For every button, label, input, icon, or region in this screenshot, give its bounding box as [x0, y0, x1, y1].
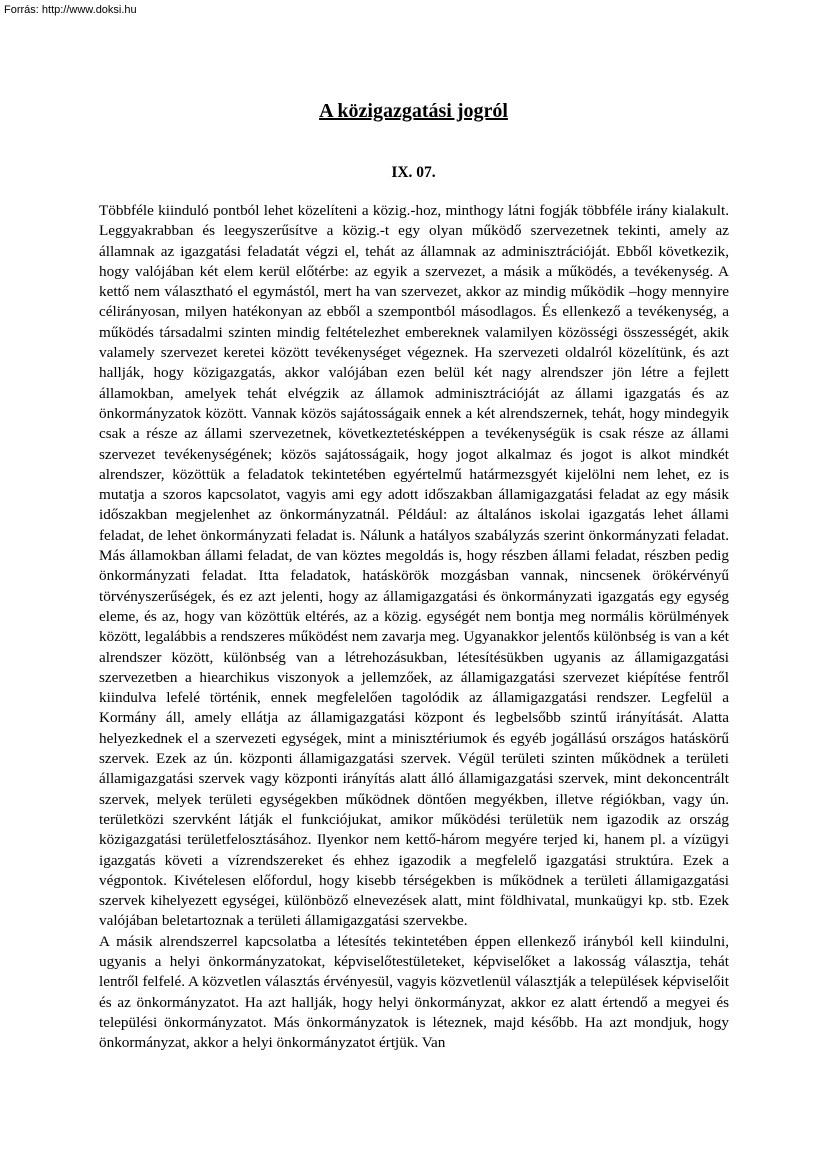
- lecture-date: IX. 07.: [391, 164, 436, 181]
- paragraph: A másik alrendszerrel kapcsolatba a létesítés tekintetében éppen ellenkező irányból kell kiindulni, ugyanis a helyi önkormányzatokat, képviselőtestületeket, képviselőket a lakosság választja, tehát lentről felfelé. A közvetlen választás érvényesül, vagyis közvetlenül választják a települések képviselőit és az önkormányzatot. Ha azt hallják, hogy helyi önkormányzat, akkor ez alatt értendő a megyei és települési önkormányzatot. Más önkormányzatok is léteznek, majd később. Ha azt mondjuk, hogy önkormányzat, akkor a helyi önkormányzatot értjük. Van: [99, 932, 729, 1052]
- source-url: Forrás: http://www.doksi.hu: [4, 4, 137, 16]
- paragraph: Többféle kiinduló pontból lehet közelíteni a közig.-hoz, minthogy látni fogják többféle irány kialakult. Leggyakrabban és leegyszerűsítve a közig.-t egy olyan működő szervezetnek tekinti, amely az államnak az igazgatási feladatát végzi el, tehát az államnak az adminisztrációját. Ebből következik, hogy valójában két elem kerül előtérbe: az egyik a szervezet, a másik a működés, a tevékenység. A kettő nem választható el egymástól, mert ha van szervezet, akkor az mindig működik –hogy mennyire célirányosan, milyen hatékonyan az ebből a szempontból másodlagos. És ellenkező a tevékenység, a működés társadalmi szinten mindig feltételezhet embereknek valamilyen közösségi összességét, akik valamely szervezet keretei között tevékenységet végeznek. Ha szervezeti oldalról közelítünk, és azt hallják, hogy közigazgatás, akkor valójában ezen belül két nagy alrendszer jön létre a fejlett államokban, amelyek tehát elvégzik az államok adminisztrációját az állami igazgatás és az önkormányzatok között. Vannak közös sajátosságaik ennek a két alrendszernek, tehát, hogy mindegyik csak a része az állami szervezetnek, következtetésképpen a tevékenységük is csak része az állami szervezet tevékenységének; közös sajátosságaik, hogy jogot alkalmaz és jogot is alkot mindkét alrendszer, közöttük a feladatok tekintetében egyértelmű határmezsgyét kijelölni nem lehet, ez is mutatja a szoros kapcsolatot, vagyis ami egy adott időszakban államigazgatási feladat az egy másik időszakban megjelenhet az önkormányzatnál. Például: az általános iskolai igazgatás lehet állami feladat, de lehet önkormányzati feladat is. Nálunk a hatályos szabályzás szerint önkormányzati feladat. Más államokban állami feladat, de van köztes megoldás is, hogy részben állami feladat, részben pedig önkormányzati feladat. Itta feladatok, hatáskörök mozgásban vannak, nincsenek örökérvényű törvényszerűségek, és ez azt jelenti, hogy az államigazgatási és önkormányzati igazgatás egy egység eleme, és az, hogy van közöttük eltérés, az a közig. egységét nem bontja meg normális körülmények között, legalábbis a rendszeres működést nem zavarja meg. Ugyanakkor jelentős különbség is van a két alrendszer között, különbség van a létrehozásukban, létesítésükben ugyanis az államigazgatási szervezetben a hiearchikus viszonyok a jellemzőek, az államigazgatási szervezet kiépítése fentről kiindulva lefelé történik, ennek megfelelően tagolódik az államigazgatási rendszer. Legfelül a Kormány áll, amely ellátja az államigazgatási központ és legbelsőbb szintű irányítását. Alatta helyezkednek el a szervezeti egységek, mint a minisztériumok és egyéb jogállású országos hatáskörű szervek. Ezek az ún. központi államigazgatási szervek. Végül területi szinten működnek a területi államigazgatási szervek vagy központi irányítás alatt álló államigazgatási szervek, mint dekoncentrált szervek, melyek területi egységekben működnek döntően megyékben, illetve régiókban, vagy ún. területközi szervként látják el funkciójukat, amikor működési területük nem igazodik az ország közigazgatási területfelosztásához. Ilyenkor nem kettő-három megyére terjed ki, hanem pl. a vízügyi igazgatás követi a vízrendszereket és ehhez igazodik a megfelelő igazgatási struktúra. Ezek a végpontok. Kivételesen előfordul, hogy kisebb térségekben is működnek a területi államigazgatási szervek kihelyezett egységei, különböző elnevezések alatt, mint földhivatal, munkaügyi kp. stb. Ezek valójában beletartoznak a területi államigazgatási szervekbe.: [99, 202, 729, 930]
- document-body: [99, 201, 729, 1053]
- page-title: A közigazgatási jogról: [319, 100, 508, 122]
